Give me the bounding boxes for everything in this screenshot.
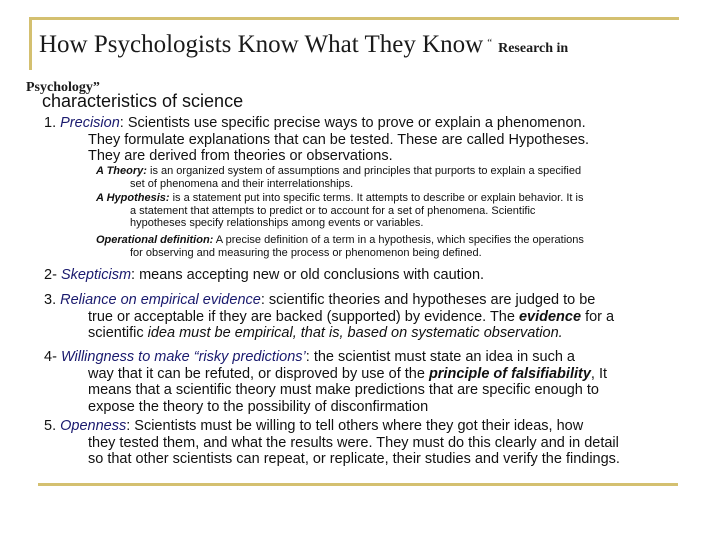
item-text: : the scientist must state an idea in such a: [305, 349, 575, 365]
accent-top-rule: [29, 17, 679, 20]
item-text: : Scientists use specific precise ways to prove or explain a phenomenon.: [119, 115, 586, 131]
def-text-line2: for observing and measuring the process or phenomenon being defined.: [130, 246, 482, 259]
item-number: 1. Precision: Scientists use specific precise ways to prove or explain a phenomenon.: [44, 115, 586, 131]
item-precision: [44, 115, 684, 165]
definition-operational: [96, 234, 681, 259]
accent-vertical-bar: [29, 17, 32, 70]
item-text-line2: true or acceptable if they are backed (supported) by evidence. The evidence for a: [88, 308, 615, 325]
item-text-line2: they tested them, and what the results were. They must do this clearly and in detail: [88, 434, 619, 451]
item-number: 5.: [44, 418, 57, 434]
item-text-line2: They formulate explanations that can be tested. These are called Hypotheses.: [88, 131, 590, 148]
item-label: Skepticism: [60, 267, 132, 283]
item-label: Willingness to make “risky predictions’: [60, 349, 306, 365]
title-line2: Psychology”: [26, 80, 100, 95]
item-number: 2-: [44, 267, 57, 283]
item-text: : scientific theories and hypotheses are judged to be: [260, 292, 596, 308]
item-openness: [44, 418, 684, 468]
def-text-line2: set of phenomena and their interrelationships.: [130, 177, 354, 190]
item-text: : means accepting new or old conclusions with caution.: [131, 267, 485, 283]
def-text-line2: a statement that attempts to predict or to account for a set of phenomena. Scientific: [130, 204, 536, 217]
title-suffix: Research in: [498, 41, 569, 56]
def-label: A Theory:: [96, 165, 147, 177]
def-label: A Hypothesis:: [96, 192, 170, 204]
accent-bottom-rule: [38, 483, 678, 486]
item-text-line4: expose the theory to the possibility of disconfirmation: [88, 398, 429, 415]
item-risky-predictions: [44, 349, 684, 415]
def-text-line3: hypotheses specify relationships among events or variables.: [130, 217, 424, 229]
item-text-line3: scientific idea must be empirical, that is, based on systematic observation.: [88, 325, 563, 341]
item-label: Precision: [60, 115, 120, 131]
item-reliance: [44, 292, 684, 342]
item-label: Openness: [60, 418, 127, 434]
title-main: How Psychologists Know What They Know: [39, 31, 484, 58]
item-number: 4-: [44, 349, 57, 365]
item-number: 3.: [44, 292, 57, 308]
item-text-line3: They are derived from theories or observations.: [88, 148, 393, 164]
item-label: Reliance on empirical evidence: [60, 292, 261, 308]
item-text-line3: so that other scientists can repeat, or replicate, their studies and verify the findings.: [88, 451, 620, 467]
title-quote: “: [487, 37, 493, 49]
item-text-line3: means that a scientific theory must make predictions that are specific enough to: [88, 382, 599, 398]
definition-theory: [96, 165, 681, 190]
def-text: is an organized system of assumptions and principles that purports to explain a specified: [146, 165, 582, 177]
slide-title: [39, 31, 568, 59]
definition-hypothesis: [96, 192, 681, 230]
item-text-line2: way that it can be refuted, or disproved by use of the principle of falsifiability, It: [88, 365, 608, 382]
slide-subtitle: characteristics of science: [42, 91, 244, 111]
def-text: is a statement put into specific terms. It attempts to describe or explain behavior. It is: [169, 192, 584, 204]
def-text: A precise definition of a term in a hypothesis, which specifies the operations: [213, 234, 584, 246]
item-skepticism: [44, 267, 684, 284]
def-label: Operational definition:: [96, 234, 214, 246]
item-text: : Scientists must be willing to tell others where they got their ideas, how: [126, 418, 584, 434]
